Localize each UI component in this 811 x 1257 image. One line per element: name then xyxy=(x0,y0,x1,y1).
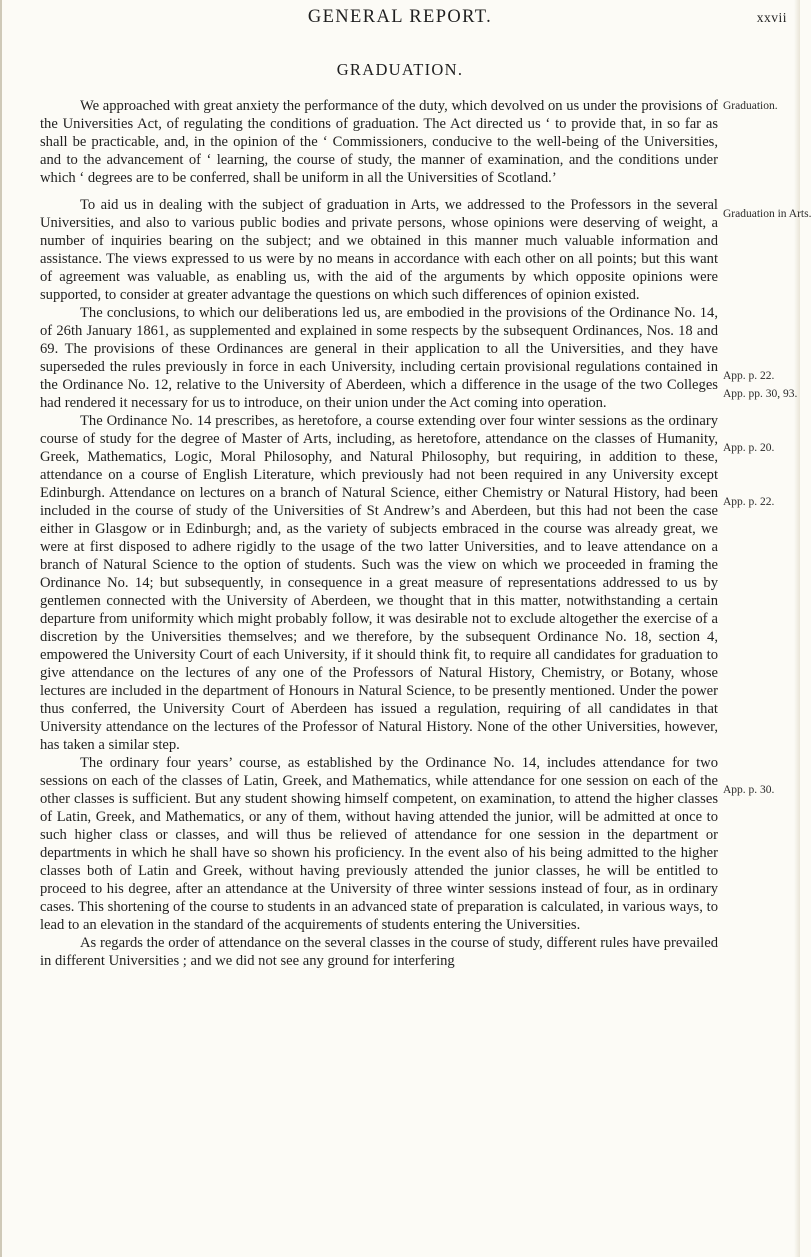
margin-note-graduation: Graduation. xyxy=(723,100,778,112)
paragraph-graduation-intro: We approached with great anxiety the performance of the duty, which devolved on us under the provisions of the Universities Act, of regulating the conditions of graduation. The Act directed us ‘ to provide that, in so far as shall be practicable, and, in the opinion of the ‘ Commissioners, conducive to the well-being of the Universities, and to the advancement of ‘ learning, the course of study, the manner of examination, and the conditions under which ‘ degrees are to be conferred, shall be uniform in all the Universities of Scotland.’ xyxy=(40,98,718,186)
running-header xyxy=(0,7,800,31)
page-spine-edge xyxy=(0,0,2,1257)
paragraph-graduation-in-arts: To aid us in dealing with the subject of graduation in Arts, we addressed to the Professors in the several Universities, and also to various public bodies and private persons, whose opinions were deserving of weight, a number of inquiries bearing on the subject; and we obtained in this manner much valuable information and assistance. The views expressed to us were by no means in accordance with each other on all points; but this want of agreement was valuable, as enabling us, with the aid of the arguments by which opposite opinions were supported, to consider at greater advantage the questions on which such differences of opinion existed. xyxy=(40,197,718,303)
body-text xyxy=(40,97,718,970)
page-number: xxvii xyxy=(756,10,787,25)
margin-note-app-ref: App. pp. 30, 93. xyxy=(723,388,798,400)
paragraph-conclusions: The conclusions, to which our deliberations led us, are embodied in the provisions of the Ordinance No. 14, of 26th January 1861, as supplemented and explained in some respects by the subsequent Ordinances, Nos. 18 and 69. The provisions of these Ordinances are general in their application to all the Universities, and they have superseded the rules previously in force in each University, including certain provisional regulations contained in the Ordinance No. 12, relative to the University of Aberdeen, which a difference in the usage of the two Colleges had rendered it necessary for us to introduce, on their union under the Act coming into operation. xyxy=(40,305,718,411)
paragraph-four-years-course: The ordinary four years’ course, as established by the Ordinance No. 14, includes attendance for two sessions on each of the classes of Latin, Greek, and Mathematics, while attendance for one session on each of the other classes is sufficient. But any student showing himself competent, on examination, to attend the higher classes of Latin, Greek, and Mathematics, or any of them, without having attended the junior, will be admitted at once to such higher class or classes, and will thus be relieved of attendance for one session in the department or departments in which he shall have so shown his proficiency. In the event also of his being admitted to the higher classes both of Latin and Greek, without having previously attended the junior classes, he will be entitled to proceed to his degree, after an attendance at the University of three winter sessions instead of four, as in ordinary cases. This shortening of the course to students in an advanced state of preparation is calculated, in various ways, to lead to an elevation in the standard of the acquirements of students entering the Universities. xyxy=(40,755,718,933)
margin-note-app-ref: App. p. 22. xyxy=(723,370,775,382)
margin-note-app-ref: App. p. 30. xyxy=(723,784,775,796)
margin-note-graduation-in-arts: Graduation in Arts. xyxy=(723,208,811,220)
paragraph-ordinance-14: The Ordinance No. 14 prescribes, as heretofore, a course extending over four winter sessions as the ordinary course of study for the degree of Master of Arts, including, as heretofore, attendance on the classes of Humanity, Greek, Mathematics, Logic, Moral Philosophy, and Natural Philosophy, but requiring, in addition to these, attendance on a course of English Literature, which previously had not been required in any University except Edinburgh. Attendance on lectures on a branch of Natural Science, either Chemistry or Natural History, had been included in the course of study of the Universities of St Andrew’s and Aberdeen, but this had not been the case either in Glasgow or in Edinburgh; and, as the variety of subjects embraced in the course was already great, we were at first disposed to adhere rigidly to the usage of the two latter Universities, and to leave attendance on a branch of Natural Science to the option of students. Such was the view on which we proceeded in framing the Ordinance No. 14; but subsequently, in consequence in a great measure of representations addressed to us by gentlemen connected with the University of Aberdeen, we thought that in this matter, notwithstanding a certain departure from uniformity which might probably follow, it was desirable not to exclude altogether the exercise of a discretion by the Universities themselves; and we therefore, by the subsequent Ordinance No. 18, section 4, empowered the University Court of each University, if it should think fit, to require all candidates for graduation to give attendance on the lectures of any one of the Professors of Natural History, Chemistry, or Botany, whose lectures are included in the department of Honours in Natural Science, to be presently mentioned. Under the power thus conferred, the University Court of Aberdeen has issued a regulation, requiring of all candidates in that University attendance on the lectures of the Professor of Natural History. None of the other Universities, however, has taken a similar step. xyxy=(40,413,718,753)
section-title: GRADUATION. xyxy=(336,60,464,79)
paragraph-order-of-attendance: As regards the order of attendance on the several classes in the course of study, different rules have prevailed in different Universities ; and we did not see any ground for interfering xyxy=(40,935,718,969)
running-title: GENERAL REPORT. xyxy=(307,7,493,27)
margin-note-app-ref: App. p. 20. xyxy=(723,442,775,454)
page-right-edge xyxy=(794,0,800,1257)
margin-note-app-ref: App. p. 22. xyxy=(723,496,775,508)
